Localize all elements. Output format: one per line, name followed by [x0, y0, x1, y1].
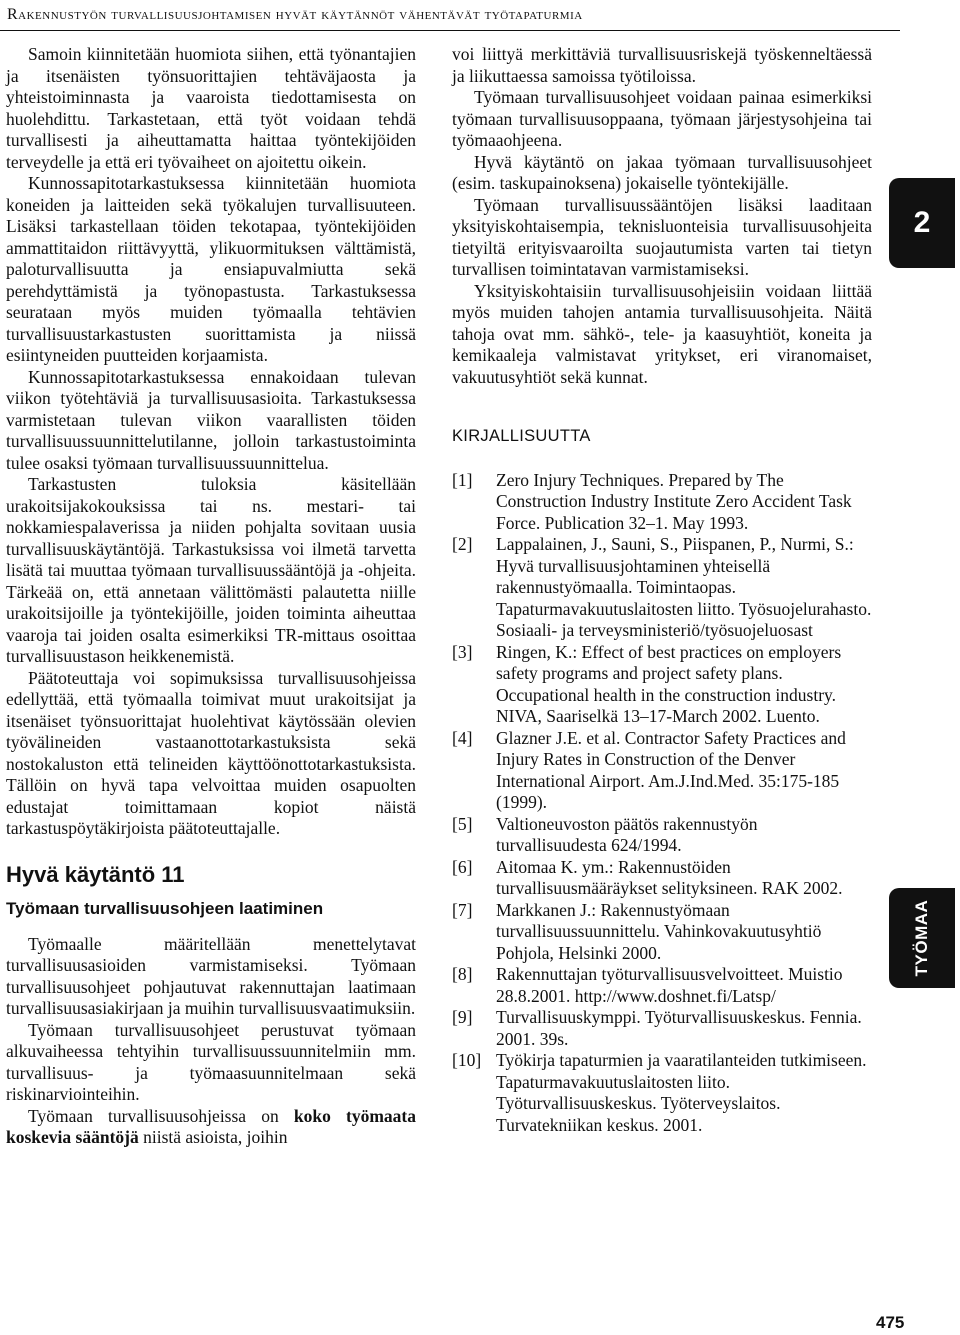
reference-number: [7] [452, 899, 473, 920]
reference-list [452, 470, 872, 1137]
paragraph: Kunnossapitotarkastuksessa kiinnitetään huomiota koneiden ja laitteiden sekä työkalujen turvallisuuteen. Lisäksi tarkastellaan töiden tekotapaa, työntekijöiden ammattitaidon riittävyyttä, ylikuormituksen välttämistä, paloturvallisuutta ja ensiapuvalmiutta sekä perehdyttämistä ja työnopastusta. Tarkastuksessa seurataan myös muiden työmaalla tehtävien turvallisuustarkastusten suorittamista ja niissä esiintyneiden puutteiden korjaamista. [6, 173, 416, 365]
header-title: Rakennustyön turvallisuusjohtamisen hyvät käytännöt vähentävät työtapaturmia [7, 6, 583, 23]
paragraph: Työmaalle määritellään menettelytavat turvallisuusasioiden varmistamiseksi. Työmaan turvallisuusohjeet pohjautuvat rakennuttajan laatimaan turvallisuusasiakirjaan ja muihin turvallisuusvaatimuksiin. [6, 933, 416, 1018]
reference-number: [2] [452, 534, 473, 554]
section-tab [889, 888, 955, 988]
chapter-tab: 2 [889, 178, 955, 268]
running-header [0, 0, 900, 31]
paragraph: Työmaan turvallisuusohjeet voidaan painaa esimerkiksi työmaan turvallisuusoppaana, työmaan järjestysohjeina tai työmaaohjeena. [452, 87, 872, 150]
text-run: niistä asioista, joihin [138, 1127, 288, 1147]
reference-item [452, 900, 872, 965]
paragraph: Työmaan turvallisuusohjeet perustuvat työmaan alkuvaiheessa tehtyihin turvallisuussuunnitelmiin mm. turvallisuus- ja työmaasuunnitelmaan sekä riskinarviointeihin. [6, 1019, 416, 1104]
reference-text: Aitomaa K. ym.: Rakennustöiden turvallisuusmääräykset selityksineen. RAK 2002. [496, 856, 843, 898]
reference-item [452, 1050, 872, 1136]
paragraph-with-emphasis [6, 1106, 416, 1149]
reference-text: Valtioneuvoston päätös rakennustyön turvallisuudesta 624/1994. [496, 813, 758, 855]
paragraph: Tarkastusten tuloksia käsitellään urakoitsijakokouksissa tai ns. mestari- tai nokkamiespalaverissa ja niiden pohjalta sovitaan uusia turvallisuuskäytäntöjä. Tarkastuksissa voi ilmetä tarvetta lisätä tai muuttaa työmaan turvallisuussääntöjä ja -ohjeita. Tärkeää on, että annetaan välittömästi palautetta niille urakoitsijoille ja työntekijöille, joiden toiminta aiheuttaa vaaroja tai joiden osalta esimerkiksi TR-mittaus osoittaa turvallisuustason heikkenemistä. [6, 474, 416, 666]
paragraph: Kunnossapitotarkastuksessa ennakoidaan tulevan viikon työtehtäviä ja turvallisuusasioita. Tarkastuksessa varmistetaan tulevan viikon vaarallisten töiden turvallisuussuunnittelutilanne, jolloin tarkastustoiminta tulee osaksi työmaan turvallisuussuunnittelua. [6, 366, 416, 473]
paragraph: Yksityiskohtaisiin turvallisuusohjeisiin voidaan liittää myös muiden tahojen antamia turvallisuusohjeita. Näitä tahoja ovat mm. sähkö-, tele- ja kaasuyhtiöt, koneita ja kemikaaleja valmistavat yritykset, eri viranomaiset, vakuutusyhtiöt sekä kunnat. [452, 280, 872, 387]
reference-item [452, 814, 872, 857]
reference-item [452, 470, 872, 535]
reference-text: Markkanen J.: Rakennustyömaan turvallisuussuunnittelu. Vahinkovakuutusyhtiö Pohjola, Helsinki 2000. [496, 899, 822, 963]
reference-number: [8] [452, 964, 473, 984]
text-run: Työmaan turvallisuusohjeissa on [28, 1105, 294, 1126]
reference-item [452, 857, 872, 900]
reference-text: Ringen, K.: Effect of best practices on employers safety programs and project safety plans. Occupational health in the construction industry. NIVA, Saariselkä 13–17-March 2002. Luento. [496, 641, 842, 726]
reference-item [452, 642, 872, 728]
paragraph: voi liittyä merkittäviä turvallisuusriskejä työskenneltäessä ja liikuttaessa samoissa työtiloissa. [452, 44, 872, 86]
reference-number: [10] [452, 1050, 482, 1070]
reference-number: [1] [452, 469, 473, 490]
reference-text: Zero Injury Techniques. Prepared by The Construction Industry Institute Zero Accident Task Force. Publication 32–1. May 1993. [496, 469, 852, 533]
reference-number: [9] [452, 1007, 473, 1027]
reference-item [452, 728, 872, 814]
reference-text: Rakennuttajan työturvallisuusvelvoitteet. Muistio 28.8.2001. http://www.doshnet.fi/Latsp/ [496, 964, 843, 1006]
reference-text: Työkirja tapaturmien ja vaaratilanteiden tutkimiseen. Tapaturmavakuutuslaitosten liito. Työturvallisuuskeskus. Työterveyslaitos. Turvatekniikan keskus. 2001. [496, 1050, 867, 1135]
reference-text: Turvallisuuskymppi. Työturvallisuuskeskus. Fennia. 2001. 39s. [496, 1007, 862, 1049]
paragraph: Hyvä käytäntö on jakaa työmaan turvallisuusohjeet (esim. taskupainoksena) jokaiselle työntekijälle. [452, 151, 872, 193]
reference-text: Glazner J.E. et al. Contractor Safety Practices and Injury Rates in Construction of the Denver International Airport. Am.J.Ind.Med. 35:175-185 (1999). [496, 727, 846, 812]
reference-item [452, 1007, 872, 1050]
reference-item [452, 964, 872, 1007]
reference-number: [4] [452, 727, 473, 748]
paragraph: Samoin kiinnitetään huomiota siihen, että työnantajien ja itsenäisten työnsuorittajien tehtäväjaosta ja yhteistoiminnasta ja vaaroista tiedottamisesta on huolehdittu. Tarkastetaan, että työt voidaan tehdä turvallisesti ja aiheuttamatta haittaa työntekijöiden terveydelle ja että eri työvaiheet on ajoitettu oikein. [6, 44, 416, 172]
section-tab-label: TYÖMAA [912, 899, 931, 977]
reference-number: [6] [452, 856, 473, 877]
reference-item [452, 534, 872, 642]
right-column [452, 44, 872, 1136]
reference-text: Lappalainen, J., Sauni, S., Piispanen, P., Nurmi, S.: Hyvä turvallisuusjohtaminen yhteisellä rakennustyömaalla. Toimintaopas. Tapaturmavakuutuslaitosten liitto. Työsuojelurahasto. Sosiaali- ja terveysministeriö/työsuojeluosast [496, 534, 872, 640]
reference-number: [3] [452, 641, 473, 662]
literature-heading: KIRJALLISUUTTA [452, 427, 591, 445]
page-number: 475 [876, 1313, 905, 1332]
left-column [6, 44, 416, 1149]
section-heading: Hyvä käytäntö 11 [6, 861, 185, 887]
section-subheading: Työmaan turvallisuusohjeen laatiminen [6, 898, 324, 918]
emphasis-text: koko työmaata koskevia sääntöjä [6, 1105, 416, 1147]
paragraph: Työmaan turvallisuussääntöjen lisäksi laaditaan yksityiskohtaisempia, teknisluonteisia turvallisuusohjeita tietyiltä erityisvaaroilta suojautumista varten tai tietyn turvallisen toimintatavan varmistamiseksi. [452, 194, 872, 279]
reference-number: [5] [452, 813, 473, 834]
paragraph: Päätoteuttaja voi sopimuksissa turvallisuusohjeissa edellyttää, että työmaalla toimivat muut urakoitsijat ja itsenäiset työnsuorittajat huolehtivat käytössään olevien työvälineiden vastaanottotarkastuksista sekä nostokaluston että telineiden käyttöönottotarkastuksista. Tällöin on hyvä tapa velvoittaa muiden osapuolten edustajat toimittamaan kopiot näistä tarkastuspöytäkirjoista päätoteuttajalle. [6, 667, 416, 838]
